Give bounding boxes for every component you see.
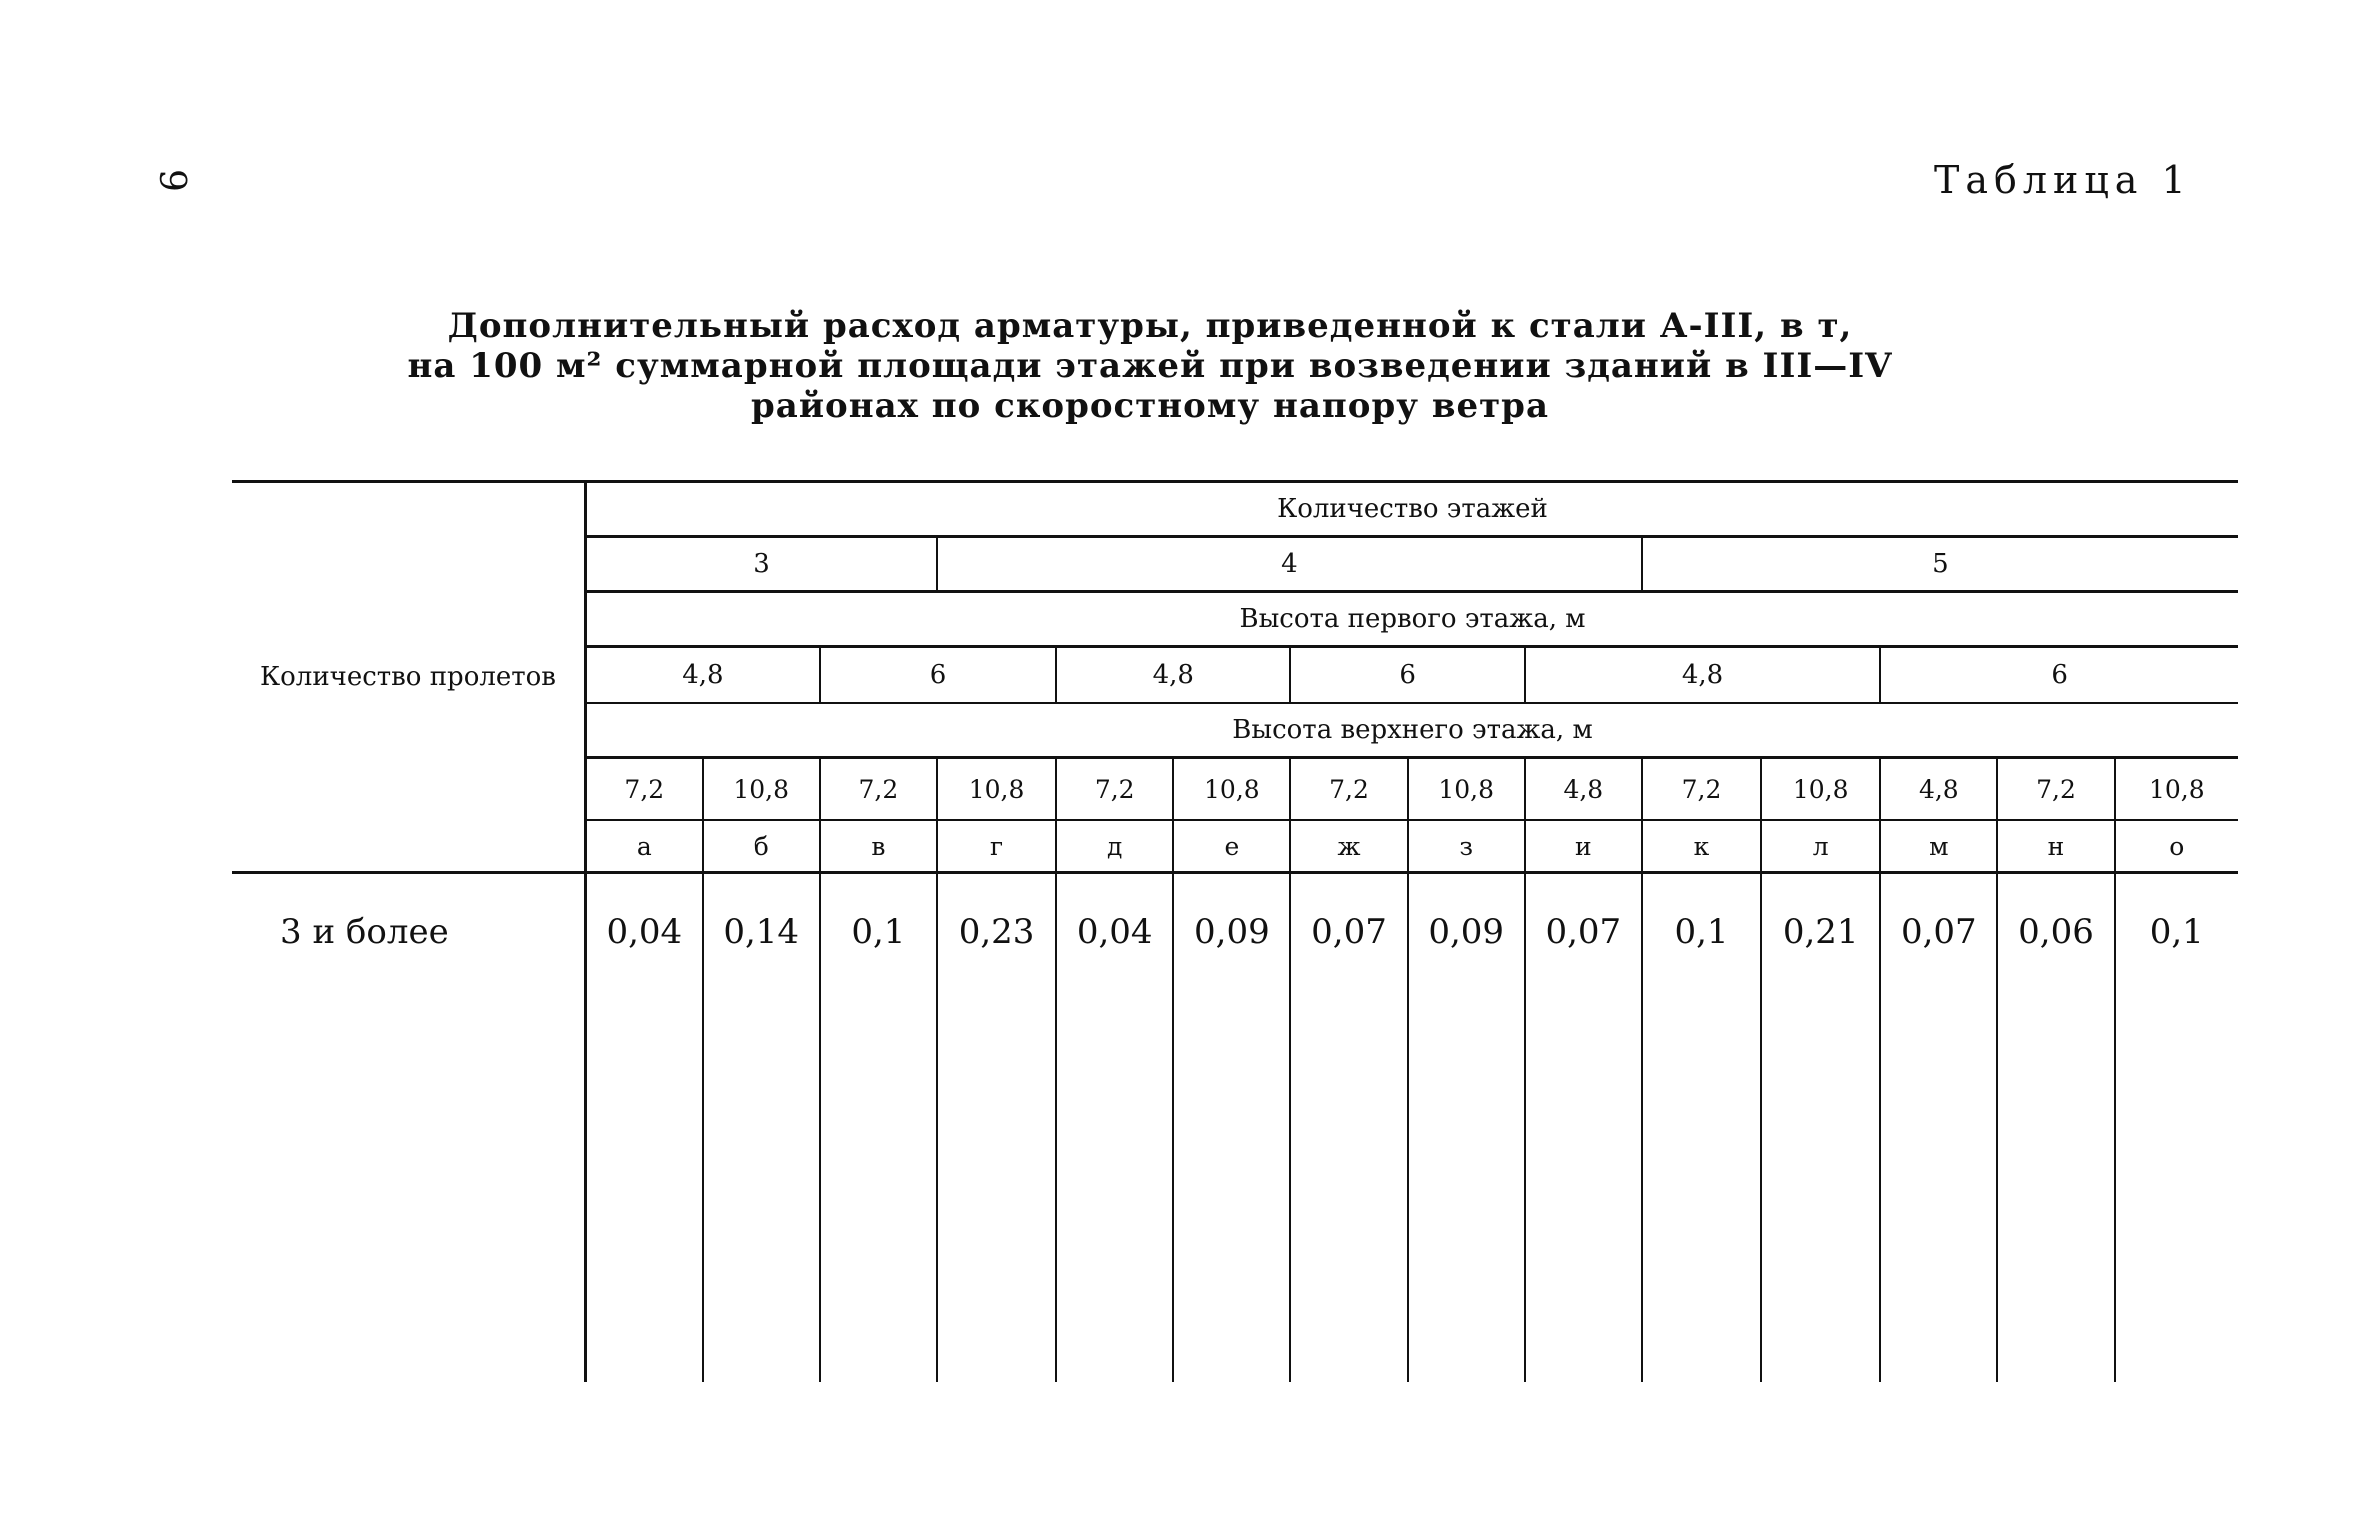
table-cell: 0,09 [1408, 873, 1525, 1383]
table-cell: 0,1 [2115, 873, 2238, 1383]
first-floor-height: 4,8 [585, 647, 819, 704]
top-floor-height: 7,2 [820, 758, 937, 821]
column-letter: а [585, 820, 702, 873]
first-floor-height: 6 [1290, 647, 1524, 704]
spans-header: Количество пролетов [232, 482, 585, 873]
top-floor-height: 10,8 [2115, 758, 2238, 821]
first-floor-height: 4,8 [1056, 647, 1290, 704]
first-floor-height: 4,8 [1525, 647, 1881, 704]
table-label: Таблица 1 [1934, 158, 2192, 202]
floors-5: 5 [1642, 537, 2238, 592]
column-letter: е [1173, 820, 1290, 873]
top-floor-height: 10,8 [703, 758, 820, 821]
column-letter: г [937, 820, 1056, 873]
column-letter: о [2115, 820, 2238, 873]
top-floor-height: 7,2 [1290, 758, 1407, 821]
row-label: 3 и более [232, 873, 585, 1383]
title-line-2: на 100 м² суммарной площади этажей при возведении зданий в III—IV [407, 346, 1893, 386]
top-floor-height-header: Высота верхнего этажа, м [585, 703, 2238, 758]
table-cell: 0,23 [937, 873, 1056, 1383]
column-letter: к [1642, 820, 1761, 873]
table-title [400, 306, 1900, 426]
top-floor-height: 4,8 [1525, 758, 1642, 821]
table-cell: 0,1 [1642, 873, 1761, 1383]
column-letter: ж [1290, 820, 1407, 873]
table-row [232, 873, 2238, 1383]
floors-4: 4 [937, 537, 1642, 592]
table-cell: 0,1 [820, 873, 937, 1383]
column-letter: л [1761, 820, 1880, 873]
column-letter: м [1880, 820, 1997, 873]
floors-header: Количество этажей [585, 482, 2238, 537]
title-line-1: Дополнительный расход арматуры, приведенной к стали А-III, в т, [447, 306, 1853, 346]
column-letter: и [1525, 820, 1642, 873]
table-cell: 0,14 [703, 873, 820, 1383]
top-floor-height: 10,8 [1408, 758, 1525, 821]
top-floor-height: 10,8 [1761, 758, 1880, 821]
top-floor-height: 4,8 [1880, 758, 1997, 821]
table-cell: 0,04 [606, 912, 683, 952]
table-cell: 0,07 [1525, 873, 1642, 1383]
top-floor-height: 7,2 [1056, 758, 1173, 821]
column-letter: б [703, 820, 820, 873]
top-floor-height: 10,8 [1173, 758, 1290, 821]
column-letter: в [820, 820, 937, 873]
column-letter: н [1997, 820, 2114, 873]
top-floor-height: 7,2 [1997, 758, 2114, 821]
first-floor-height: 6 [1880, 647, 2238, 704]
table-cell: 0,09 [1173, 873, 1290, 1383]
top-floor-height: 7,2 [585, 758, 702, 821]
top-floor-height: 7,2 [1642, 758, 1761, 821]
top-floor-height: 10,8 [937, 758, 1056, 821]
page-number: 9 [150, 169, 192, 192]
first-floor-height: 6 [820, 647, 1056, 704]
table-cell: 0,06 [1997, 873, 2114, 1383]
table-cell: 0,07 [1880, 873, 1997, 1383]
table-cell: 0,07 [1290, 873, 1407, 1383]
column-letter: з [1408, 820, 1525, 873]
table-cell: 0,21 [1761, 873, 1880, 1383]
first-floor-height-header: Высота первого этажа, м [585, 592, 2238, 647]
floors-3: 3 [585, 537, 936, 592]
data-table [232, 480, 2238, 1382]
column-letter: д [1056, 820, 1173, 873]
table-cell: 0,04 [1056, 873, 1173, 1383]
title-line-3: районах по скоростному напору ветра [751, 386, 1549, 426]
